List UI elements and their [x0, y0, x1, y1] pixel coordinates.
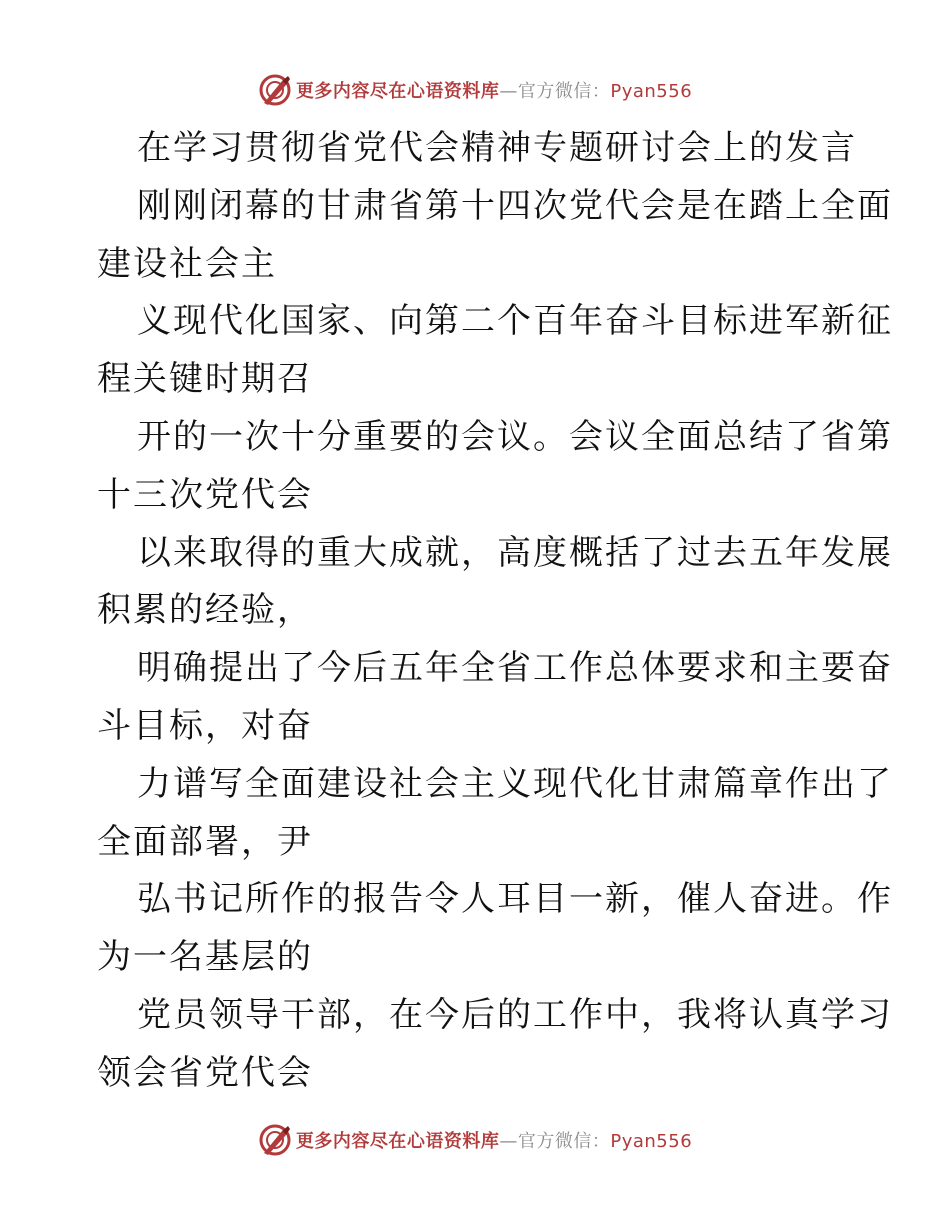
- pen-logo-icon: [258, 1123, 292, 1157]
- paragraph-line: 义现代化国家、向第二个百年奋斗目标进军新征: [137, 301, 893, 342]
- paragraph-line: 明确提出了今后五年全省工作总体要求和主要奋: [137, 648, 893, 689]
- paragraph-line: 为一名基层的: [97, 937, 313, 978]
- paragraph-line: 程关键时期召: [97, 359, 313, 400]
- paragraph-line: 建设社会主: [97, 243, 277, 284]
- paragraph-line: 开的一次十分重要的会议。会议全面总结了省第: [137, 416, 893, 457]
- banner-brand-text: 更多内容尽在心语资料库: [295, 1131, 500, 1152]
- paragraph-line: 力谱写全面建设社会主义现代化甘肃篇章作出了: [137, 763, 893, 804]
- paragraph-line: 刚刚闭幕的甘肃省第十四次党代会是在踏上全面: [137, 185, 893, 226]
- document-body: [97, 120, 893, 1103]
- paragraph-line: 斗目标，对奋: [97, 705, 313, 746]
- banner-wechat-label: 官方微信：: [517, 1131, 611, 1152]
- paragraph-line: 积累的经验，: [97, 590, 313, 631]
- banner-dash: —: [499, 1131, 518, 1152]
- banner-wechat-id: Pyan556: [610, 81, 693, 102]
- pen-logo-icon: [258, 73, 292, 107]
- banner-wechat-id: Pyan556: [610, 1131, 693, 1152]
- banner-wechat-label: 官方微信：: [517, 81, 611, 102]
- banner-brand-text: 更多内容尽在心语资料库: [295, 81, 500, 102]
- paragraph-line: 以来取得的重大成就，高度概括了过去五年发展: [137, 532, 893, 573]
- paragraph-line: 弘书记所作的报告令人耳目一新，催人奋进。作: [137, 879, 893, 920]
- header-watermark-banner: [0, 70, 950, 110]
- footer-watermark-banner: [0, 1120, 950, 1160]
- paragraph-line: 全面部署，尹: [97, 821, 313, 862]
- document-title: 在学习贯彻省党代会精神专题研讨会上的发言: [137, 128, 857, 168]
- paragraph-line: 党员领导干部，在今后的工作中，我将认真学习: [137, 994, 893, 1035]
- banner-dash: —: [499, 81, 518, 102]
- paragraph-line: 十三次党代会: [97, 474, 313, 515]
- paragraph-line: 领会省党代会: [97, 1052, 313, 1093]
